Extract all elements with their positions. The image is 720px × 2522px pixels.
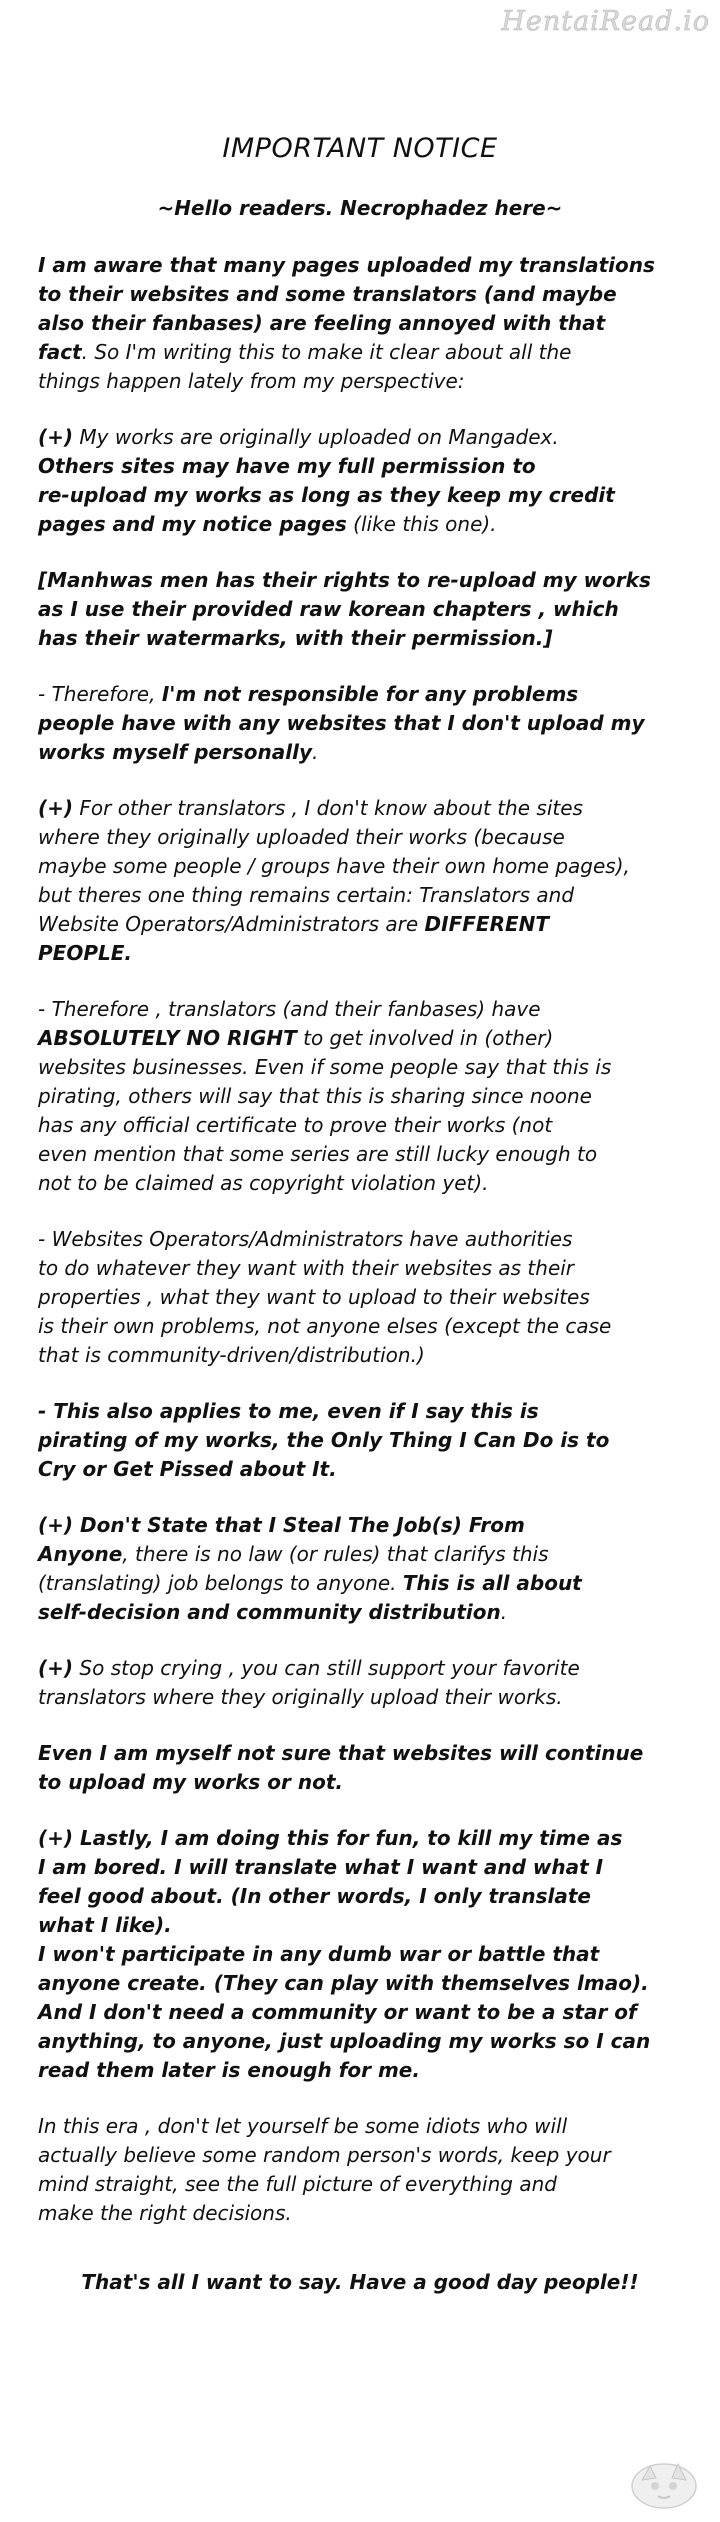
text-run: Cry or Get Pissed about It. [38,1457,337,1481]
closing-line: That's all I want to say. Have a good day people!! [81,2270,639,2294]
text-run: to their websites and some translators (and maybe [38,282,617,306]
text-run: works myself personally. [38,740,319,764]
text-run: [Manhwas men has their rights to re-upload my works [38,568,651,592]
text-run: people have with any websites that I don't upload my [38,711,645,735]
text-run: maybe some people / groups have their own home pages), [38,854,630,878]
paragraph-12 [38,1824,682,2085]
text-run: fact. So I'm writing this to make it clear about all the [38,340,572,364]
text-run: pirating of my works, the Only Thing I Can Do is to [38,1428,610,1452]
paragraph-13 [38,2112,682,2228]
text-run: (+) My works are originally uploaded on Mangadex. [38,425,559,449]
text-run: properties , what they want to upload to their websites [38,1285,590,1309]
text-run: (+) So stop crying , you can still support your favorite [38,1656,580,1680]
text-run: Anyone, there is no law (or rules) that clarifys this [38,1542,549,1566]
text-run: read them later is enough for me. [38,2058,420,2082]
text-run: not to be claimed as copyright violation yet). [38,1171,489,1195]
text-run: I am bored. I will translate what I want and what I [38,1855,604,1879]
text-run: things happen lately from my perspective: [38,369,465,393]
paragraph-11 [38,1739,682,1797]
text-run: where they originally uploaded their works (because [38,825,565,849]
text-run: feel good about. (In other words, I only translate [38,1884,591,1908]
text-run: In this era , don't let yourself be some idiots who will [38,2114,568,2138]
paragraph-3 [38,566,682,653]
site-watermark: HentaiRead.io [501,6,710,37]
text-run: Others sites may have my full permission to [38,454,536,478]
text-run: even mention that some series are still lucky enough to [38,1142,598,1166]
text-run: - Websites Operators/Administrators have authorities [38,1227,573,1251]
text-run: has their watermarks, with their permission.] [38,626,553,650]
text-run: translators where they originally upload their works. [38,1685,563,1709]
site-logo-icon [628,2454,700,2512]
text-run: anyone create. (They can play with themselves lmao). [38,1971,649,1995]
text-run: self-decision and community distribution. [38,1600,508,1624]
text-run: I am aware that many pages uploaded my translations [38,253,655,277]
text-run: websites businesses. Even if some people say that this is [38,1055,612,1079]
text-run: Even I am myself not sure that websites will continue [38,1741,644,1765]
text-run: (translating) job belongs to anyone. This is all about [38,1571,582,1595]
notice-greeting: ~Hello readers. Necrophadez here~ [157,196,563,220]
text-run: mind straight, see the full picture of everything and [38,2172,557,2196]
text-run: And I don't need a community or want to be a star of [38,2000,637,2024]
paragraph-10 [38,1654,682,1712]
text-run: also their fanbases) are feeling annoyed with that [38,311,606,335]
paragraph-7 [38,1225,682,1370]
text-run: pages and my notice pages (like this one). [38,512,497,536]
paragraph-6 [38,995,682,1198]
text-run: pirating, others will say that this is sharing since noone [38,1084,592,1108]
text-run: as I use their provided raw korean chapters , which [38,597,619,621]
text-run: actually believe some random person's words, keep your [38,2143,611,2167]
text-run: that is community-driven/distribution.) [38,1343,425,1367]
text-run: - Therefore, I'm not responsible for any problems [38,682,579,706]
paragraph-2 [38,423,682,539]
text-run: anything, to anyone, just uploading my works so I can [38,2029,651,2053]
text-run: is their own problems, not anyone elses (except the case [38,1314,612,1338]
text-run: (+) For other translators , I don't know about the sites [38,796,583,820]
notice-title: IMPORTANT NOTICE [222,133,498,164]
text-run: - This also applies to me, even if I say this is [38,1399,539,1423]
paragraph-9 [38,1511,682,1627]
paragraph-1 [38,251,682,396]
text-run: make the right decisions. [38,2201,292,2225]
paragraph-4 [38,680,682,767]
text-run: (+) Don't State that I Steal The Job(s) From [38,1513,525,1537]
text-run: to upload my works or not. [38,1770,343,1794]
notice-body [38,132,682,2297]
text-run: but theres one thing remains certain: Translators and [38,883,575,907]
text-run: re-upload my works as long as they keep my credit [38,483,615,507]
paragraph-5 [38,794,682,968]
text-run: ABSOLUTELY NO RIGHT to get involved in (other) [38,1026,554,1050]
text-run: has any official certificate to prove their works (not [38,1113,553,1137]
text-run: (+) Lastly, I am doing this for fun, to kill my time as [38,1826,623,1850]
text-run: Website Operators/Administrators are DIFFERENT [38,912,550,936]
text-run: to do whatever they want with their websites as their [38,1256,575,1280]
text-run: I won't participate in any dumb war or battle that [38,1942,600,1966]
text-run: what I like). [38,1913,172,1937]
text-run: - Therefore , translators (and their fanbases) have [38,997,541,1021]
paragraph-8 [38,1397,682,1484]
text-run: PEOPLE. [38,941,132,965]
